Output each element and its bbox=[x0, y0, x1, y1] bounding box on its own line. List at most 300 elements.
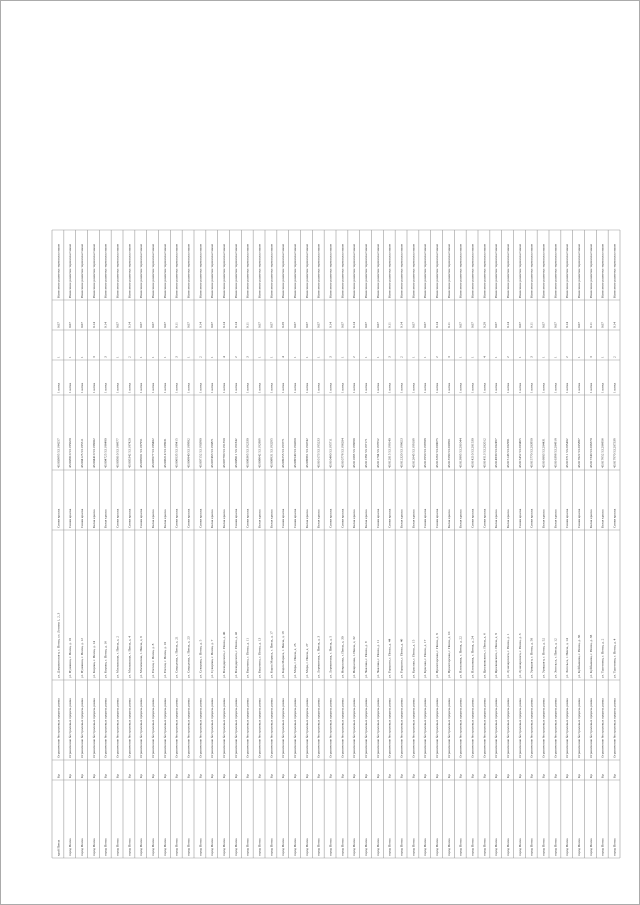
table-cell: 43.010173 53.195233 bbox=[316, 438, 321, 468]
table-cell: 0.14 bbox=[612, 322, 617, 328]
table-cell: 43.012320 53.198623 bbox=[399, 438, 404, 468]
table-cell: Кр bbox=[281, 774, 286, 778]
table-cell: Белая краска bbox=[458, 509, 463, 528]
table-cell: город Пенза bbox=[328, 838, 333, 856]
table-cell: 43.014210 53.201530 bbox=[470, 438, 475, 468]
table-cell: Нанесение разметки термопластиком bbox=[162, 244, 167, 298]
table-cell: город Пенза bbox=[423, 838, 428, 856]
table-cell: Белая краска bbox=[399, 509, 404, 528]
table-cell: 0.07 bbox=[340, 322, 345, 328]
table-cell: Нанесение разметки термопластиком bbox=[458, 244, 463, 298]
table-cell: 0.07 bbox=[151, 322, 155, 328]
table-cell: 43.015770 53.203950 bbox=[529, 438, 534, 468]
table-cell: город Пенза bbox=[541, 838, 546, 856]
table-cell: Синяя краска bbox=[328, 508, 333, 528]
table-cell: 1 ватка bbox=[399, 382, 404, 393]
table-cell: 43.016083 53.204431 bbox=[541, 438, 546, 468]
table-cell: 0.07 bbox=[186, 322, 191, 328]
table-cell: Нанесение разметки термопластиком bbox=[364, 244, 368, 298]
table-cell: Кр bbox=[529, 774, 534, 778]
table-cell: Кр bbox=[541, 774, 546, 778]
table-cell: Кр bbox=[435, 774, 439, 778]
table-cell: Нанесение разметки термопластиком bbox=[565, 244, 570, 298]
table-cell: 1 bbox=[364, 356, 368, 358]
table-cell: Ограничение бестролевых прорезь рамка bbox=[541, 698, 546, 758]
table-cell: 1 ватка bbox=[91, 382, 96, 393]
table-cell: 4 bbox=[482, 356, 487, 358]
table-cell: ул. Луначарского, г. Пенза, д. 1 bbox=[506, 633, 510, 678]
table-cell: 0.07 bbox=[316, 322, 321, 328]
table-cell: 0.14 bbox=[233, 322, 238, 328]
table-cell: 43.003695 53.184257 bbox=[56, 438, 61, 468]
table-cell: 3 bbox=[245, 356, 250, 358]
table-cell: 0.07 bbox=[115, 322, 120, 328]
table-cell: 43.013262 53.200075 bbox=[435, 438, 439, 468]
table-cell: Ограничение бестролевых прорезь рамка bbox=[577, 698, 581, 758]
table-cell: 43.003810 53.185020 bbox=[68, 438, 73, 468]
table-cell: ул. Плеханова, г. Пенза, д. 24 bbox=[470, 636, 475, 678]
table-cell: Нанесение разметки термопластиком bbox=[139, 244, 144, 298]
table-cell: 1 ватка bbox=[151, 382, 155, 393]
table-cell: 1 ватка bbox=[316, 382, 321, 393]
table-cell: Синяя краска bbox=[470, 508, 475, 528]
table-cell: 0.07 bbox=[458, 322, 463, 328]
table-cell: 1 bbox=[340, 356, 345, 358]
table-cell: Нанесение разметки термопластиком bbox=[257, 244, 262, 298]
table-cell: Кр bbox=[470, 774, 475, 778]
table-cell: 43.015452 53.203465 bbox=[517, 438, 522, 468]
table-cell: город Пенза bbox=[257, 838, 262, 856]
table-cell: 0.07 bbox=[364, 322, 368, 328]
table-cell: Ограничение бестролевых прорезь рамка bbox=[387, 698, 392, 758]
table-cell: город Пенза bbox=[80, 838, 84, 856]
table-cell: 1 bbox=[68, 356, 73, 358]
table-cell: Кр bbox=[517, 774, 522, 778]
table-cell: Ограничение бестролевых прорезь рамка bbox=[103, 698, 108, 758]
table-cell: Ограничение бестролевых прорезь рамка bbox=[269, 698, 274, 758]
table-cell: Нанесение разметки термопластиком bbox=[612, 244, 617, 298]
table-cell: Синяя краска bbox=[375, 508, 380, 528]
table-cell: ул. Луначарского, г. Пенза, д. 3 bbox=[517, 633, 522, 678]
table-cell: 2 bbox=[198, 356, 203, 358]
table-cell: 1 bbox=[257, 356, 262, 358]
table-cell: Ограничение бестролевых прорезь рамка bbox=[423, 698, 428, 758]
table-cell: 3 bbox=[91, 356, 96, 358]
table-cell: 43.008642 53.192809 bbox=[257, 438, 262, 468]
table-cell: 1 bbox=[423, 356, 428, 358]
table-cell: Ограничение бестролевых прорезь рамка bbox=[517, 698, 522, 758]
table-cell: Ограничение бестролевых прорезь рамка bbox=[411, 698, 416, 758]
table-cell: ул. Бакунина, г. Пенза, д. 13 bbox=[257, 637, 262, 678]
table-cell: ул. Володарского, г. Пенза, д. 42 bbox=[233, 631, 238, 678]
table-cell: Белая краска bbox=[446, 509, 451, 528]
table-cell: 0.07 bbox=[517, 322, 522, 328]
table-cell: Ограничение бестролевых прорезь рамка bbox=[68, 698, 73, 758]
table-cell: 1 ватка bbox=[103, 382, 108, 393]
table-cell: ул. Плеханова, г. Пенза, д. 22 bbox=[458, 636, 463, 678]
table-cell: 1 ватка bbox=[506, 382, 510, 393]
table-cell: ул. Куйбышева, г. Пенза, д. 36 bbox=[577, 634, 581, 678]
table-cell: Кр bbox=[162, 774, 167, 778]
table-cell: Нанесение разметки термопластиком bbox=[506, 244, 510, 298]
table-cell: Синяя краска bbox=[56, 508, 61, 528]
table-cell: Кр bbox=[553, 774, 558, 778]
table-cell: Кр bbox=[565, 774, 570, 778]
table-cell: ул. Гоголя, г. Пенза, д. 8 bbox=[151, 643, 155, 678]
table-cell: 43.012950 53.199588 bbox=[423, 438, 428, 468]
table-cell: 0.07 bbox=[68, 322, 73, 328]
table-cell: 2 bbox=[352, 356, 357, 358]
table-cell: 43.005010 53.186977 bbox=[115, 438, 120, 468]
table-cell: ул. Чкалова, г. Пенза, д. 9 bbox=[364, 641, 368, 678]
table-cell: 3 bbox=[174, 356, 179, 358]
table-cell: Кр bbox=[600, 774, 605, 778]
table-cell: ул. Куйбышева, г. Пенза, д. 38 bbox=[588, 634, 593, 678]
table-cell: 0.07 bbox=[375, 322, 380, 328]
table-cell: ул. Пушкина, г. Пенза, д. 10 bbox=[68, 638, 73, 678]
table-cell: 0.07 bbox=[257, 322, 262, 328]
table-cell: ул. Московская, г. Пенза, д. 6 bbox=[139, 636, 144, 678]
table-cell: город Пенза bbox=[506, 838, 510, 856]
table-cell: ул. Пушкина, г. Пенза, д. 12 bbox=[80, 638, 84, 678]
table-cell: ул. Горького, г. Пенза, д. 44 bbox=[387, 638, 392, 678]
table-cell: Кр bbox=[257, 774, 262, 778]
table-cell: Нанесение разметки термопластиком bbox=[198, 244, 203, 298]
table-cell: город Пенза bbox=[435, 838, 439, 856]
table-cell: 1 ватка bbox=[340, 382, 345, 393]
table-cell: 43.010460 53.195711 bbox=[328, 438, 333, 468]
table-cell: 0.11 bbox=[387, 322, 392, 328]
table-cell: 1 ватка bbox=[482, 382, 487, 393]
table-cell: 0.14 bbox=[352, 322, 357, 328]
table-cell: Ограничение бестролевых прорезь рамка bbox=[494, 698, 499, 758]
table-cell: Ограничение бестролевых прорезь рамка bbox=[340, 698, 345, 758]
table-cell: 0.14 bbox=[198, 322, 203, 328]
table-cell: 1 ватка bbox=[446, 382, 451, 393]
table-cell: 0.14 bbox=[222, 322, 226, 328]
table-cell: город Пенза bbox=[482, 838, 487, 856]
table-cells bbox=[56, 243, 617, 856]
table-cell: ул. Лермонтова, г. Пенза, д. 3 bbox=[316, 635, 321, 678]
table-cell: ул. Мира, г. Пенза, д. 27 bbox=[304, 643, 309, 678]
table-cell: 43.016711 53.205402 bbox=[565, 438, 570, 468]
table-cell: 2 bbox=[399, 356, 404, 358]
table-cell: 43.016398 53.204918 bbox=[553, 438, 558, 468]
table-cell: 0.07 bbox=[577, 322, 581, 328]
table-cell: город Пенза bbox=[446, 838, 451, 856]
table-cell: 43.014513 53.202012 bbox=[482, 438, 487, 468]
table-cell: 3 bbox=[387, 356, 392, 358]
table-cell: Нанесение разметки термопластиком bbox=[600, 244, 605, 298]
table-cell: 1 ватка bbox=[257, 382, 262, 393]
table-cell: 2 bbox=[127, 356, 132, 358]
table-cell: город Пенза bbox=[411, 838, 416, 856]
table-cell: город Пенза bbox=[529, 838, 534, 856]
table-cell: Нанесение разметки термопластиком bbox=[340, 244, 345, 298]
table-cell: Кр bbox=[304, 774, 309, 778]
table-cell: 0.14 bbox=[328, 322, 333, 328]
table-cell: Кр bbox=[233, 774, 238, 778]
table-cell: 0.11 bbox=[245, 322, 250, 328]
table-cell: город Пенза bbox=[281, 838, 286, 856]
table-cell: город Пенза bbox=[210, 838, 215, 856]
table-cell: 0.28 bbox=[482, 322, 487, 328]
table-cell: Ограничение бестролевых прорезь рамка bbox=[115, 698, 120, 758]
table-cell: ул. Мира, г. Пенза, д. 25 bbox=[293, 643, 297, 678]
table-cell: город Пенза bbox=[245, 838, 250, 856]
table-cell: Ограничение бестролевых прорезь рамка bbox=[375, 698, 380, 758]
table-cell: ул. Володарского, г. Пенза, д. 40 bbox=[222, 631, 226, 678]
table-cell: Синяя краска bbox=[281, 508, 286, 528]
table-cell: город Пенза bbox=[565, 838, 570, 856]
table-cell: город Пенза bbox=[458, 838, 463, 856]
table-cell: 43.009861 53.194742 bbox=[304, 438, 309, 468]
table-cell: Ограничение бестролевых прорезь рамка bbox=[174, 698, 179, 758]
table-cell: 43.005977 53.188402 bbox=[151, 438, 155, 468]
table-cell: 1 ватка bbox=[293, 382, 297, 393]
table-cell: город Пенза bbox=[470, 838, 475, 856]
table-cell: 1 ватка bbox=[387, 382, 392, 393]
table-cell: 43.012645 53.199109 bbox=[411, 438, 416, 468]
table-cell: 0.07 bbox=[553, 322, 558, 328]
table-grid bbox=[52, 230, 620, 858]
table-cell: 43.017652 53.206856 bbox=[600, 438, 605, 468]
table-cell: Нанесение разметки термопластиком bbox=[375, 244, 380, 298]
table-cell: 43.011093 53.196680 bbox=[352, 438, 357, 468]
table-cell: 0.07 bbox=[162, 322, 167, 328]
table-cell: город Пенза bbox=[222, 838, 226, 856]
table-cell: Нанесение разметки термопластиком bbox=[127, 244, 132, 298]
table-cell: Синяя краска bbox=[612, 508, 617, 528]
table-cell: 43.013580 53.200561 bbox=[446, 438, 451, 468]
table-cell: 1 ватка bbox=[304, 382, 309, 393]
table-cell: 1 ватка bbox=[80, 382, 84, 393]
table-cell: 0.14 bbox=[127, 322, 132, 328]
table-cell: ул. Циолковского, г. Пенза, д. 8 bbox=[494, 633, 499, 678]
table-cell: Ограничение бестролевых прорезь рамка bbox=[529, 698, 534, 758]
table-cell: 0.14 bbox=[91, 322, 96, 328]
table-cell: Кр bbox=[364, 774, 368, 778]
table-cell: 3 bbox=[588, 356, 593, 358]
table-cell: Кр bbox=[588, 774, 593, 778]
table-cell: 0.28 bbox=[281, 322, 286, 328]
table-cell: 2 bbox=[435, 356, 439, 358]
table-cell: 43.007463 53.190871 bbox=[210, 438, 215, 468]
table-cell: 43.013885 53.201044 bbox=[458, 438, 463, 468]
table-cell: 1 ватка bbox=[600, 382, 605, 393]
table-cell: 1 ватка bbox=[352, 382, 357, 393]
table-cell: 1 bbox=[293, 356, 297, 358]
table-cell: Белая краска bbox=[494, 509, 499, 528]
table-cell: 43.004125 53.185511 bbox=[80, 438, 84, 468]
table-cell: Кр bbox=[80, 774, 84, 778]
table-cell: город Пенза bbox=[139, 838, 144, 856]
table-cell: Кр bbox=[186, 774, 191, 778]
table-cell: 1 bbox=[162, 356, 167, 358]
table-cell: Синяя краска bbox=[435, 508, 439, 528]
table-cell: 43.008931 53.193295 bbox=[269, 438, 274, 468]
table-cell: Нанесение разметки термопластиком bbox=[281, 244, 286, 298]
table-cell: Нанесение разметки термопластиком bbox=[269, 244, 274, 298]
table-cell: город Пенза bbox=[352, 838, 357, 856]
table-cell: город Пенза bbox=[588, 838, 593, 856]
table-cell: 1 bbox=[577, 356, 581, 358]
table-cell: Синяя краска bbox=[127, 508, 132, 528]
table-cell: город Пенза bbox=[517, 838, 522, 856]
table-cell: 1 ватка bbox=[458, 382, 463, 393]
table-cell: 43.011704 53.197652 bbox=[375, 438, 380, 468]
table-cell: ул. Суворова, г. Пенза, д. 5 bbox=[198, 639, 203, 678]
table-cell: Белая краска bbox=[553, 509, 558, 528]
table-cell: город Пенза bbox=[316, 838, 321, 856]
table-cell: ул. Некрасова, г. Пенза, д. 30 bbox=[340, 636, 345, 678]
table-cell: Нанесение разметки термопластиком bbox=[151, 244, 155, 298]
table-cell: город Пенза bbox=[577, 838, 581, 856]
table-cell: Нанесение разметки термопластиком bbox=[245, 244, 250, 298]
table-cell: Ограничение бестролевых прорезь рамка bbox=[233, 698, 238, 758]
table-cell: Ограничение бестролевых прорезь рамка bbox=[446, 698, 451, 758]
table-cell: 1 bbox=[553, 356, 558, 358]
table-cell: Нанесение разметки термопластиком bbox=[435, 244, 439, 298]
table-cell: 1 bbox=[115, 356, 120, 358]
table-cell: Белая краска bbox=[541, 509, 546, 528]
table-cell: Нанесение разметки термопластиком bbox=[482, 244, 487, 298]
table-cell: город Пенза bbox=[174, 838, 179, 856]
table-cell: 1 bbox=[304, 356, 309, 358]
table-cell: Белая краска bbox=[103, 509, 108, 528]
table-cell: Белая краска bbox=[600, 509, 605, 528]
table-cell: Кр bbox=[103, 774, 108, 778]
table-cell: Ограничение бестролевых прорезь рамка bbox=[198, 698, 203, 758]
table-cell: 43.017022 53.205887 bbox=[577, 438, 581, 468]
table-cell: 0.07 bbox=[304, 322, 309, 328]
table-cell: ул. Лермонтова, г. Пенза, д. 5 bbox=[328, 635, 333, 678]
table-cell: ул. Энгельса, г. Пенза, д. 14 bbox=[565, 638, 570, 678]
table-cell: 1 ватка bbox=[612, 382, 617, 393]
table-cell: 43.015146 53.202981 bbox=[506, 438, 510, 468]
table-cell: 1 bbox=[269, 356, 274, 358]
table-cell: Кр bbox=[458, 774, 463, 778]
table-cell: 43.008365 53.192330 bbox=[245, 438, 250, 468]
table-cell: 43.005601 53.187951 bbox=[139, 438, 144, 468]
table-cell: город Пенза bbox=[304, 838, 309, 856]
table-cell: Нанесение разметки термопластиком bbox=[56, 244, 61, 298]
table-cell: Кр bbox=[198, 774, 203, 778]
table-cell: ул. Московская, г. Пенза, д. 2 bbox=[115, 636, 120, 678]
table-cell: город Пенза bbox=[293, 838, 297, 856]
table-cell: Ограничение бестролевых прорезь рамка bbox=[399, 698, 404, 758]
table-cell: Синяя краска bbox=[174, 508, 179, 528]
table-cell: 43.014830 53.202497 bbox=[494, 438, 499, 468]
table-cell: 43.006214 53.188931 bbox=[162, 438, 167, 468]
table-cell: 1 bbox=[458, 356, 463, 358]
table-cell: Нанесение разметки термопластиком bbox=[91, 244, 96, 298]
table-cell: 1 ватка bbox=[375, 382, 380, 393]
table-cell: Нанесение разметки термопластиком bbox=[68, 244, 73, 298]
table-cell: ул. Пролетарская, г. Пенза, д. 8 bbox=[435, 633, 439, 678]
table-cell: Нанесение разметки термопластиком bbox=[304, 244, 309, 298]
table-cell: Кр bbox=[506, 774, 510, 778]
table-cell: 43.004410 53.186002 bbox=[91, 438, 96, 468]
table-cell: ул. Циолковского, г. Пенза, д. 6 bbox=[482, 633, 487, 678]
table-cell: ул. Карла Маркса, г. Пенза, д. 19 bbox=[281, 631, 286, 678]
table-cell: Синяя краска bbox=[233, 508, 238, 528]
table-cell: Синяя краска bbox=[80, 508, 84, 528]
table-cell: Кр bbox=[293, 774, 297, 778]
table-cell: Синяя краска bbox=[139, 508, 144, 528]
table-cell: 1 ватка bbox=[553, 382, 558, 393]
table-cell: 2 bbox=[233, 356, 238, 358]
table-cell: 43.010778 53.196204 bbox=[340, 438, 345, 468]
table-cell: 0.11 bbox=[174, 322, 179, 328]
table-cell: Ограничение бестролевых прорезь рамка bbox=[56, 698, 61, 758]
table-cell: 1 bbox=[541, 356, 546, 358]
table-cell: 1 ватка bbox=[281, 382, 286, 393]
table-cell: Кр bbox=[210, 774, 215, 778]
table-cell: 0.11 bbox=[588, 322, 593, 328]
table-cell: Ограничение бестролевых прорезь рамка bbox=[470, 698, 475, 758]
table-cell: Нанесение разметки термопластиком bbox=[293, 244, 297, 298]
table-cell: 1 bbox=[139, 356, 144, 358]
table-cell: Кр bbox=[482, 774, 487, 778]
table-cell: город Пенза bbox=[103, 838, 108, 856]
table-cell: 1 ватка bbox=[233, 382, 238, 393]
table-cell: 0.14 bbox=[399, 322, 404, 328]
table-cell: 43.007790 53.191350 bbox=[222, 438, 226, 468]
table-cell: Кр bbox=[446, 774, 451, 778]
table-cell: 0.07 bbox=[600, 322, 605, 328]
table-cell: Ограничение бестролевых прорезь рамка bbox=[600, 698, 605, 758]
table-cell: Нанесение разметки термопластиком bbox=[517, 244, 522, 298]
table-cell: Нанесение разметки термопластиком bbox=[352, 244, 357, 298]
table-cell: Кр bbox=[68, 774, 73, 778]
table-cell: 1 bbox=[151, 356, 155, 358]
table-cell: Кр bbox=[139, 774, 144, 778]
table-cell: Ограничение бестролевых прорезь рамка bbox=[127, 698, 132, 758]
table-cell: ул. Тургенева, г. Пенза, д. 2 bbox=[600, 638, 605, 678]
table-cell: Нанесение разметки термопластиком bbox=[470, 244, 475, 298]
table-cell: 0.07 bbox=[269, 322, 274, 328]
table-cell: 0.14 bbox=[435, 322, 439, 328]
table-cell: 1 ватка bbox=[423, 382, 428, 393]
table-cell: 1 bbox=[600, 356, 605, 358]
table-cell: Нанесение разметки термопластиком bbox=[446, 244, 451, 298]
table-cell: город Пенза bbox=[127, 838, 132, 856]
table-cell: Нанесение разметки термопластиком bbox=[588, 244, 593, 298]
table-cell: Ограничение бестролевых прорезь рамка bbox=[210, 698, 215, 758]
table-cell: Нанесение разметки термопластиком bbox=[115, 244, 120, 298]
table-cell: ул. Бакунина, г. Пенза, д. 11 bbox=[245, 637, 250, 678]
table-cell: ул. Свердлова, г. Пенза, д. 21 bbox=[174, 636, 179, 678]
table-cell: Ограничение бестролевых прорезь рамка bbox=[293, 698, 297, 758]
table-cell: ул. Свердлова, г. Пенза, д. 23 bbox=[186, 636, 191, 678]
table-cell: Ограничение бестролевых прорезь рамка bbox=[304, 698, 309, 758]
table-cell: Ограничение бестролевых прорезь рамка bbox=[506, 698, 510, 758]
table-cell: Ограничение бестролевых прорезь рамка bbox=[91, 698, 96, 758]
table-cell: город Пенза bbox=[269, 838, 274, 856]
table-cell: Нанесение разметки термопластиком bbox=[399, 244, 404, 298]
table-cell: 1 ватка bbox=[245, 382, 250, 393]
table-cell: Синяя краска bbox=[68, 508, 73, 528]
table-cell: Ограничение бестролевых прорезь рамка bbox=[482, 698, 487, 758]
table-cell: 1 ватка bbox=[56, 382, 61, 393]
table-cell: Синяя краска bbox=[565, 508, 570, 528]
table-cell: Кр bbox=[328, 774, 333, 778]
table-cell: Нанесение разметки термопластиком bbox=[529, 244, 534, 298]
table-cell: 1 bbox=[375, 356, 380, 358]
table-cell: 1 bbox=[80, 356, 84, 358]
table-cell: Белая краска bbox=[364, 509, 368, 528]
